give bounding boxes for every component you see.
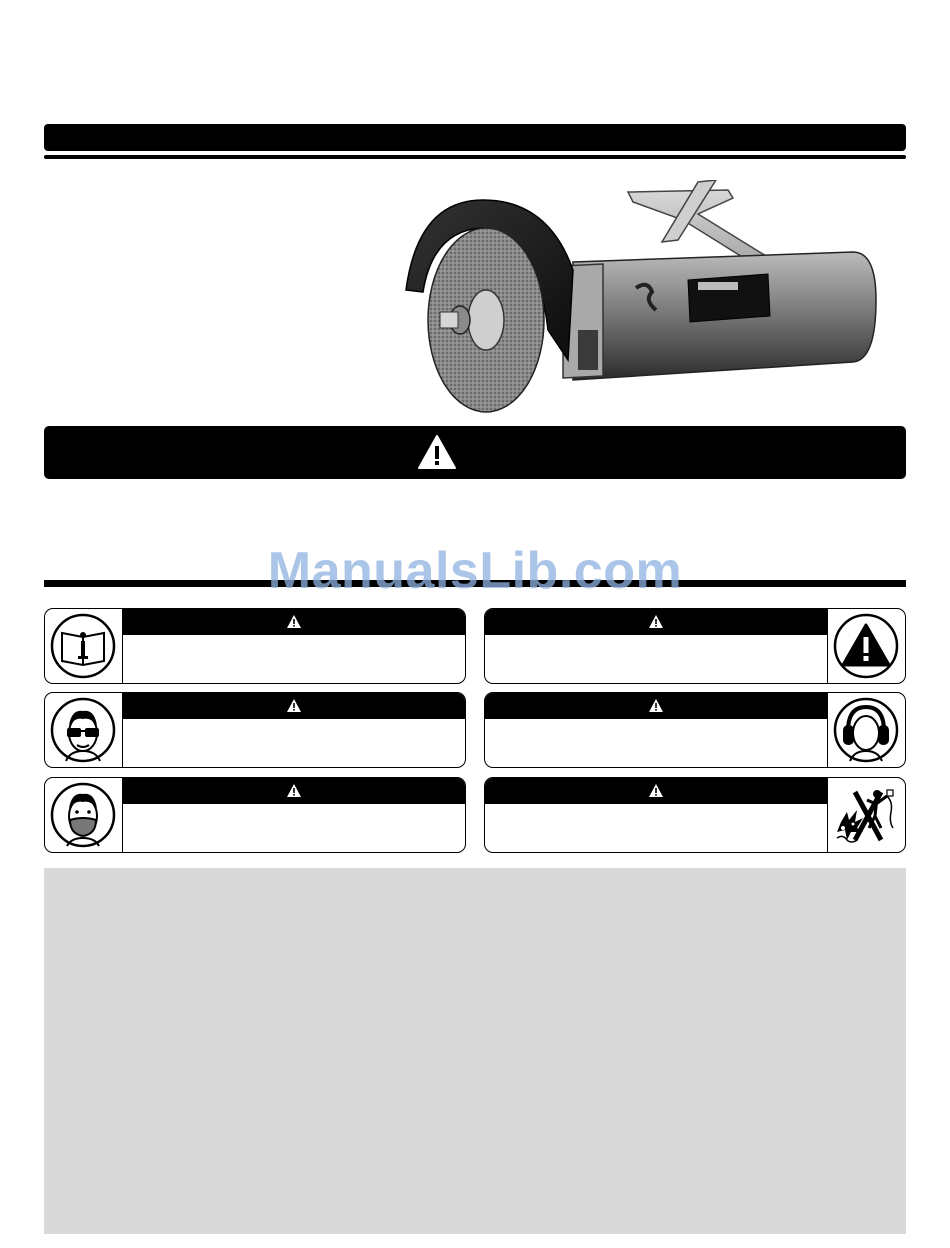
title-rule bbox=[44, 155, 906, 159]
warning-triangle-icon bbox=[286, 614, 302, 629]
card-header bbox=[485, 609, 827, 635]
warning-triangle-icon bbox=[286, 783, 302, 798]
general-warning-icon bbox=[833, 613, 899, 679]
eye-protection-icon bbox=[50, 697, 116, 763]
safety-card-eye-protection bbox=[44, 692, 466, 768]
card-icon-cell bbox=[827, 693, 905, 767]
info-panel bbox=[44, 868, 906, 1234]
cutoff-tool-image bbox=[398, 180, 878, 420]
watermark: ManualsLib.com bbox=[267, 542, 683, 600]
safety-card-explosion-hazard bbox=[484, 777, 906, 853]
safety-card-respiratory-protection bbox=[44, 777, 466, 853]
warning-triangle-icon bbox=[648, 614, 664, 629]
respiratory-protection-icon bbox=[50, 782, 116, 848]
card-header bbox=[485, 778, 827, 804]
warning-triangle-icon bbox=[648, 698, 664, 713]
safety-card-read-manual bbox=[44, 608, 466, 684]
card-icon-cell bbox=[827, 609, 905, 683]
safety-card-general-warning bbox=[484, 608, 906, 684]
card-icon-cell bbox=[45, 609, 123, 683]
read-manual-icon bbox=[50, 613, 116, 679]
safety-card-ear-protection bbox=[484, 692, 906, 768]
card-icon-cell bbox=[827, 778, 905, 852]
card-header bbox=[485, 693, 827, 719]
card-icon-cell bbox=[45, 693, 123, 767]
title-bar bbox=[44, 124, 906, 151]
card-header bbox=[123, 609, 465, 635]
card-header bbox=[123, 693, 465, 719]
card-header bbox=[123, 778, 465, 804]
warning-triangle-icon bbox=[648, 783, 664, 798]
explosion-hazard-icon bbox=[833, 782, 899, 848]
warning-banner bbox=[44, 426, 906, 479]
warning-triangle-icon bbox=[286, 698, 302, 713]
ear-protection-icon bbox=[833, 697, 899, 763]
warning-triangle-icon bbox=[417, 434, 457, 470]
card-icon-cell bbox=[45, 778, 123, 852]
